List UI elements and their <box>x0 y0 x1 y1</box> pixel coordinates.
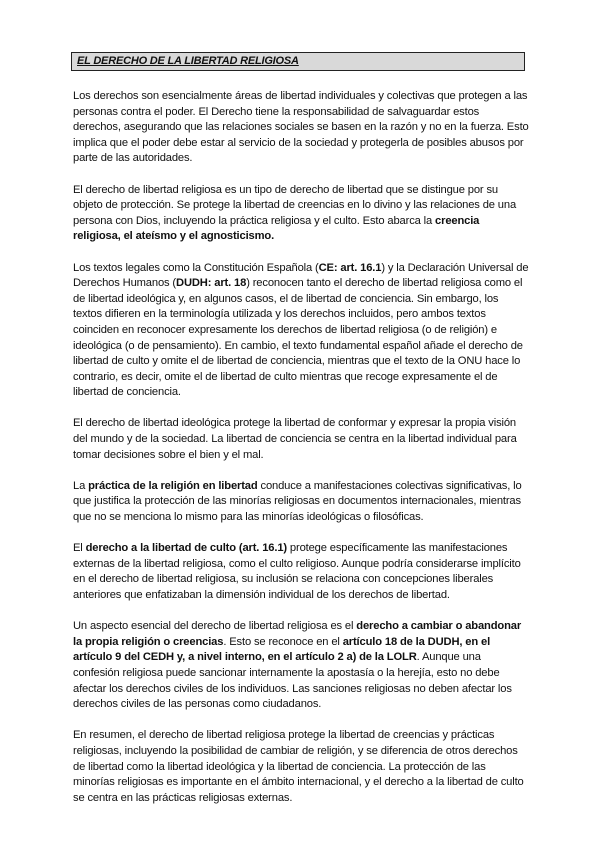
paragraph-3 <box>73 261 529 401</box>
document-body <box>73 89 529 822</box>
paragraph-3-text-1: Los textos legales como la Constitución Española ( <box>73 261 319 274</box>
paragraph-1: Los derechos son esencialmente áreas de libertad individuales y colectivas que protegen a las personas contra el poder. El Derecho tiene la responsabilidad de salvaguardar estos derechos, asegurando que las relaciones sociales se basen en la razón y no en la fuerza. Esto implica que el poder debe estar al servicio de la sociedad y protegerla de posibles abusos por parte de las autoridades. <box>73 90 529 165</box>
paragraph-8: En resumen, el derecho de libertad religiosa protege la libertad de creencias y prácticas religiosas, incluyendo la posibilidad de cambiar de religión, y se diferencia de otros derechos de libertad como la libertad ideológica y la libertad de conciencia. La protección de las minorías religiosas es importante en el ámbito internacional, y el derecho a la libertad de culto se centra en las prácticas religiosas externas. <box>73 729 524 804</box>
paragraph-7-bold-2: artículo 18 de la DUDH, en el artículo 9 del CEDH y, a nivel interno, en el artículo 2 a) de la LOLR <box>73 635 491 664</box>
paragraph-6 <box>73 541 529 603</box>
paragraph-3-text-2: ) y la Declaración Universal de Derechos Humanos ( <box>73 261 529 290</box>
paragraph-3-bold-1: CE: art. 16.1 <box>318 261 382 274</box>
paragraph-7 <box>73 619 529 713</box>
paragraph-2-bold: creencia religiosa, el ateísmo y el agnosticismo. <box>73 214 480 243</box>
paragraph-6-bold: derecho a la libertad de culto (art. 16.1) <box>85 542 287 555</box>
paragraph-5 <box>73 479 529 526</box>
page-title: EL DERECHO DE LA LIBERTAD RELIGIOSA <box>71 52 525 71</box>
paragraph-6-text-1: El <box>73 542 86 555</box>
paragraph-5-text-2: conduce a manifestaciones colectivas significativas, lo que justifica la protección de las minorías religiosas en documentos internacionales, mientras que no se menciona lo mismo para las minorías ideológicas o filosóficas. <box>73 479 522 524</box>
paragraph-3-bold-2: DUDH: art. 18 <box>176 277 247 290</box>
paragraph-4: El derecho de libertad ideológica protege la libertad de conformar y expresar la propia visión del mundo y de la sociedad. La libertad de conciencia se centra en la libertad individual para tomar decisiones sobre el bien y el mal. <box>73 417 517 461</box>
paragraph-5-text-1: La <box>73 479 89 492</box>
paragraph-5-bold: práctica de la religión en libertad <box>88 479 258 492</box>
paragraph-7-text-1: Un aspecto esencial del derecho de libertad religiosa es el <box>73 620 357 633</box>
paragraph-7-text-3: . Aunque una confesión religiosa puede sancionar internamente la apostasía o la herejía, esto no debe afectar los derechos civiles de los individuos. Las sanciones religiosas no deben afectar los derechos civiles de las personas como ciudadanos. <box>73 651 512 711</box>
paragraph-3-text-3: ) reconocen tanto el derecho de libertad religiosa como el de libertad ideológica y, en algunos casos, el de libertad de conciencia. Sin embargo, los textos difieren en la terminología utilizada y los derechos incluidos, pero ambos textos coinciden en reconocer expresamente los derechos de libertad religiosa (o de religión) e ideológica (o de pensamiento). En cambio, el texto fundamental español añade el derecho de libertad de culto y omite el de libertad de conciencia, mientras que el texto de la ONU hace lo contrario, es decir, omite el de libertad de culto mientras que recoge expresamente el de libertad de conciencia. <box>73 277 523 399</box>
paragraph-2-text: El derecho de libertad religiosa es un tipo de derecho de libertad que se distingue por su objeto de protección. Se protege la libertad de creencias en lo divino y las relaciones de una persona con Dios, incluyendo la práctica religiosa y el culto. Esto abarca la <box>73 183 517 227</box>
paragraph-7-text-2: . Esto se reconoce en el <box>223 635 343 648</box>
paragraph-6-text-2: protege específicamente las manifestaciones externas de la libertad religiosa, como el culto religioso. Aunque podría considerarse implícito en el derecho de libertad religiosa, su inclusión se relaciona con concepciones liberales anteriores que enfatizaban la dimensión individual de los derechos de libertad. <box>73 542 521 601</box>
paragraph-2 <box>73 183 529 245</box>
paragraph-7-bold-1: derecho a cambiar o abandonar la propia religión o creencias <box>73 620 522 648</box>
